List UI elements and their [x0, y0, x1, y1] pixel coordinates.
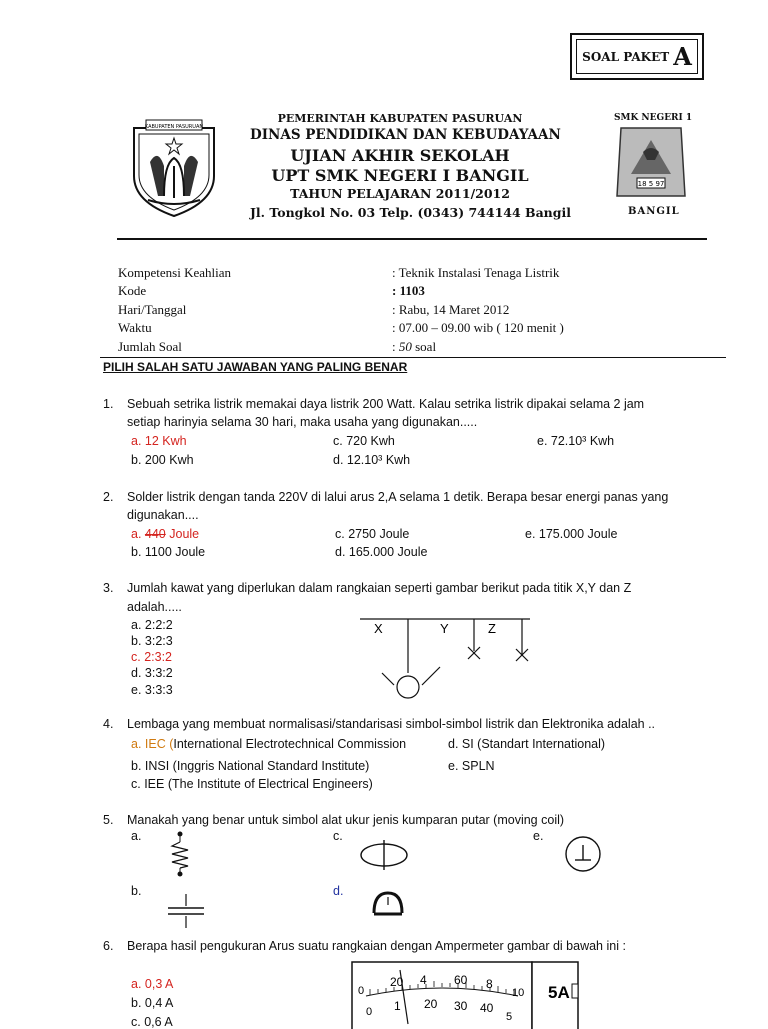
header-line6: Jl. Tongkol No. 03 Telp. (0343) 744144 Bangil [250, 205, 572, 220]
info-value-hari: : Rabu, 14 Maret 2012 [392, 302, 510, 317]
info-value-waktu: : 07.00 – 09.00 wib ( 120 menit ) [392, 320, 564, 335]
info-label-kode: Kode [118, 283, 147, 298]
q5-symbol-b-capacitor-icon [166, 894, 206, 930]
q6-number: 6. [103, 939, 114, 953]
info-value-kompetensi: : Teknik Instalasi Tenaga Listrik [392, 265, 560, 280]
logo-right-bottom: BANGIL [628, 206, 680, 217]
info-value-jumlah [392, 339, 436, 355]
jumlah-prefix: : [392, 339, 399, 354]
q1-option-d[interactable]: d. 12.10³ Kwh [333, 453, 411, 467]
q6-bottom-scale-3: 30 [454, 999, 468, 1013]
q3-line1: Jumlah kawat yang diperlukan dalam rangkaian seperti gambar berikut pada titik X,Y dan Z [127, 581, 632, 595]
q1-number: 1. [103, 397, 114, 411]
header-line1: PEMERINTAH KABUPATEN PASURUAN [277, 112, 523, 125]
info-label-hari: Hari/Tanggal [118, 302, 187, 317]
q5-option-b[interactable]: b. [131, 884, 142, 898]
q3-option-c[interactable]: c. 2:3:2 [131, 650, 172, 664]
q3-option-e[interactable]: e. 3:3:3 [131, 683, 173, 697]
q1-option-b[interactable]: b. 200 Kwh [131, 453, 194, 467]
logo-left-banner: KABUPATEN PASURUAN [144, 124, 204, 130]
q4-number: 4. [103, 717, 114, 731]
info-label-kompetensi: Kompetensi Keahlian [118, 265, 231, 280]
q4-option-c[interactable]: c. IEE (The Institute of Electrical Engineers) [131, 777, 373, 791]
info-divider [100, 357, 726, 358]
q4-line1: Lembaga yang membuat normalisasi/standarisasi simbol-simbol listrik dan Elektronika adalah .. [127, 717, 656, 731]
q6-bottom-scale-1: 1 [394, 999, 401, 1013]
q2-option-d[interactable]: d. 165.000 Joule [335, 545, 428, 559]
q3-option-d[interactable]: d. 3:3:2 [131, 666, 173, 680]
logo-right-plate: 18 5 97 [637, 180, 665, 188]
q3-number: 3. [103, 581, 114, 595]
q6-option-b[interactable]: b. 0,4 A [131, 996, 174, 1010]
q6-bottom-scale-0: 0 [366, 1006, 373, 1018]
q6-line1: Berapa hasil pengukuran Arus suatu rangkaian dengan Ampermeter gambar di bawah ini : [127, 939, 626, 953]
q4-a-text: International Electrotechnical Commission [173, 737, 407, 751]
q6-top-scale-3: 8 [486, 977, 493, 991]
q2-a-prefix: a. [131, 527, 145, 541]
q6-bottom-scale-5: 5 [506, 1011, 513, 1023]
q1-line1: Sebuah setrika listrik memakai daya listrik 200 Watt. Kalau setrika listrik dipakai selama 2 jam [127, 397, 645, 411]
q5-option-e[interactable]: e. [533, 829, 544, 843]
q2-option-c[interactable]: c. 2750 Joule [335, 527, 410, 541]
q6-zero-label: 0 [358, 985, 365, 997]
q1-option-c[interactable]: c. 720 Kwh [333, 434, 395, 448]
q5-symbol-d-dome-icon [368, 887, 408, 919]
q2-line2: digunakan.... [127, 508, 199, 522]
q4-option-e[interactable]: e. SPLN [448, 759, 495, 773]
header-line4: UPT SMK NEGERI I BANGIL [271, 166, 529, 185]
q1-option-e[interactable]: e. 72.10³ Kwh [537, 434, 615, 448]
q6-top-scale-0: 20 [390, 975, 404, 989]
header-line3: UJIAN AKHIR SEKOLAH [290, 146, 510, 165]
q3-option-b[interactable]: b. 3:2:3 [131, 634, 173, 648]
q4-a-label: a. IEC ( [131, 737, 174, 751]
header-divider [117, 238, 707, 240]
q3-label-z: Z [488, 621, 496, 636]
paket-letter: A [673, 42, 692, 71]
q3-label-y: Y [440, 621, 449, 636]
q6-option-a[interactable]: a. 0,3 A [131, 977, 174, 991]
q2-number: 2. [103, 490, 114, 504]
q5-option-a[interactable]: a. [131, 829, 142, 843]
info-label-waktu: Waktu [118, 320, 152, 335]
q2-line1: Solder listrik dengan tanda 220V di lalui arus 2,A selama 1 detik. Berapa besar energi panas yang [127, 490, 669, 504]
q6-range-label: 5A [548, 983, 570, 1002]
header-line2: DINAS PENDIDIKAN DAN KEBUDAYAAN [250, 127, 561, 143]
q2-option-a[interactable] [131, 527, 199, 541]
q4-option-d[interactable]: d. SI (Standart International) [448, 737, 606, 751]
info-value-kode: : 1103 [392, 283, 425, 298]
q1-option-a[interactable]: a. 12 Kwh [131, 434, 187, 448]
q6-bottom-scale-4: 40 [480, 1001, 494, 1015]
q3-line2: adalah..... [127, 600, 182, 614]
q5-symbol-e-circle-icon [561, 834, 605, 874]
q6-top-scale-1: 4 [420, 973, 427, 987]
paket-inner [576, 39, 698, 74]
q1-line2: setiap harinyia selama 30 hari, maka usaha yang digunakan..... [127, 415, 478, 429]
header-line5: TAHUN PELAJARAN 2011/2012 [290, 186, 510, 201]
q5-symbol-c-ellipse-icon [358, 840, 410, 870]
q4-option-b[interactable]: b. INSI (Inggris National Standard Institute) [131, 759, 370, 773]
q2-option-b[interactable]: b. 1100 Joule [131, 545, 206, 559]
q6-ammeter [352, 962, 584, 1024]
q3-label-x: X [374, 621, 383, 636]
q5-number: 5. [103, 813, 114, 827]
kabupaten-logo [128, 118, 220, 218]
q2-a-suffix: Joule [165, 527, 200, 541]
q5-symbol-a-coil-icon [168, 830, 192, 878]
jumlah-number: 50 [398, 339, 412, 354]
q6-top-scale-2: 60 [454, 973, 468, 987]
paket-label: SOAL PAKET [582, 49, 670, 64]
q5-option-d[interactable]: d. [333, 884, 344, 898]
info-label-jumlah: Jumlah Soal [118, 339, 182, 354]
smk-logo [615, 126, 687, 204]
jumlah-suffix: soal [411, 339, 437, 354]
q3-wiring-diagram [360, 615, 540, 705]
q2-option-e[interactable]: e. 175.000 Joule [525, 527, 618, 541]
q2-a-strike: 440 [144, 527, 166, 541]
paket-box [570, 33, 704, 80]
q4-option-a[interactable] [131, 737, 406, 751]
q6-top-scale-4: 10 [512, 987, 525, 999]
q6-bottom-scale-2: 20 [424, 997, 438, 1011]
instruction: PILIH SALAH SATU JAWABAN YANG PALING BENAR [103, 360, 408, 374]
q3-option-a[interactable]: a. 2:2:2 [131, 618, 173, 632]
q6-option-c[interactable]: c. 0,6 A [131, 1015, 173, 1029]
q5-option-c[interactable]: c. [333, 829, 343, 843]
logo-right-top: SMK NEGERI 1 [614, 113, 693, 123]
q5-line1: Manakah yang benar untuk simbol alat ukur jenis kumparan putar (moving coil) [127, 813, 565, 827]
